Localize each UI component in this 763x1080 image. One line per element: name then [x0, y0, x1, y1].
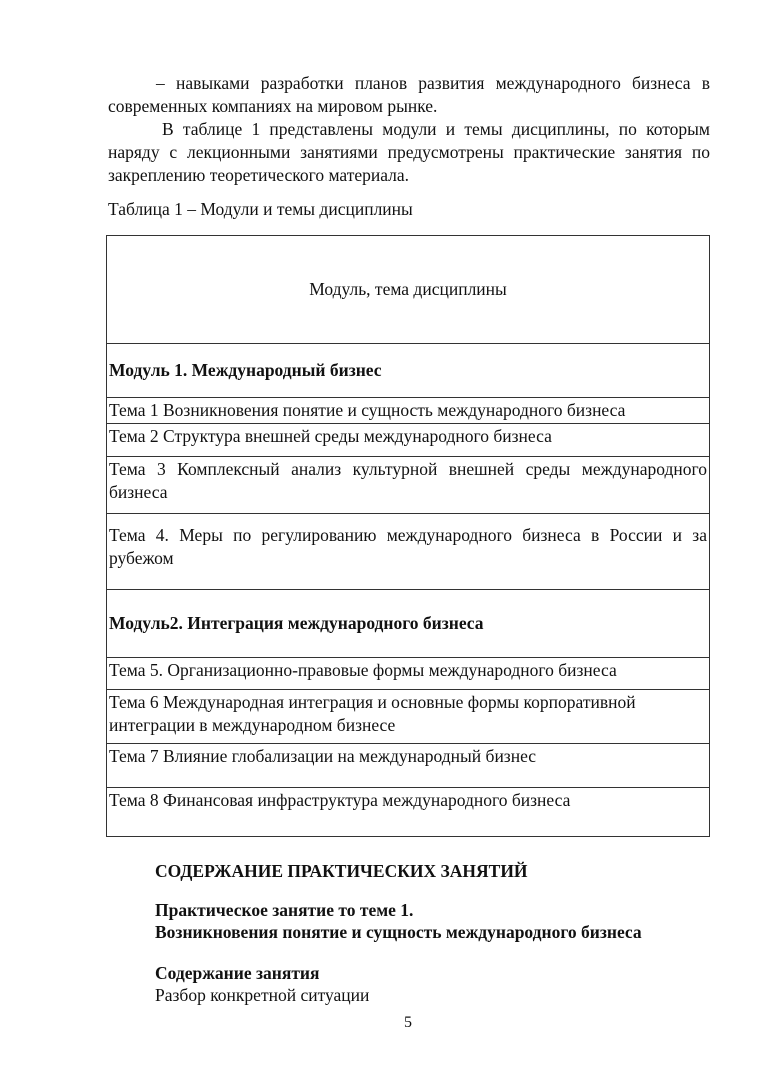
table-row [107, 457, 710, 514]
module-cell: Модуль2. Интеграция международного бизнеса [107, 590, 710, 658]
topic-cell: Тема 5. Организационно-правовые формы международного бизнеса [107, 658, 710, 690]
module-cell: Модуль 1. Международный бизнес [107, 344, 710, 398]
page-number: 5 [404, 1014, 412, 1031]
table-row [107, 744, 710, 788]
table-row [107, 398, 710, 424]
topic-cell: Тема 8 Финансовая инфраструктура международного бизнеса [107, 788, 710, 837]
table-caption: Таблица 1 – Модули и темы дисциплины [108, 199, 413, 219]
table-row [107, 658, 710, 690]
table-row [107, 344, 710, 398]
table-row [107, 424, 710, 457]
table-row [107, 690, 710, 744]
topic-cell: Тема 4. Меры по регулированию международного бизнеса в России и за рубежом [107, 514, 710, 590]
topic-cell: Тема 3 Комплексный анализ культурной внешней среды международного бизнеса [107, 457, 710, 514]
topic-cell: Тема 6 Международная интеграция и основные формы корпоративной интеграции в международном бизнесе [107, 690, 710, 744]
topic-cell: Тема 1 Возникновения понятие и сущность международного бизнеса [107, 398, 710, 424]
table-header-cell: Модуль, тема дисциплины [107, 236, 710, 344]
topic-cell: Тема 2 Структура внешней среды международного бизнеса [107, 424, 710, 457]
table-row [107, 590, 710, 658]
content-heading: Содержание занятия [155, 963, 320, 983]
table-row [107, 514, 710, 590]
table-row [107, 788, 710, 837]
topic-cell: Тема 7 Влияние глобализации на международный бизнес [107, 744, 710, 788]
practice-title-line1: Практическое занятие то теме 1. [155, 900, 414, 920]
table-header-row [107, 236, 710, 344]
intro-paragraph: В таблице 1 представлены модули и темы дисциплины, по которым наряду с лекционными занятиями предусмотрены практические занятия по закреплению теоретического материала. [108, 119, 710, 185]
intro-bullet: – навыками разработки планов развития международного бизнеса в современных компаниях на мировом рынке. [108, 73, 710, 116]
practice-title-line2: Возникновения понятие и сущность международного бизнеса [155, 922, 642, 942]
content-text: Разбор конкретной ситуации [155, 985, 370, 1005]
section-title: СОДЕРЖАНИЕ ПРАКТИЧЕСКИХ ЗАНЯТИЙ [155, 861, 528, 881]
modules-table [106, 235, 710, 837]
